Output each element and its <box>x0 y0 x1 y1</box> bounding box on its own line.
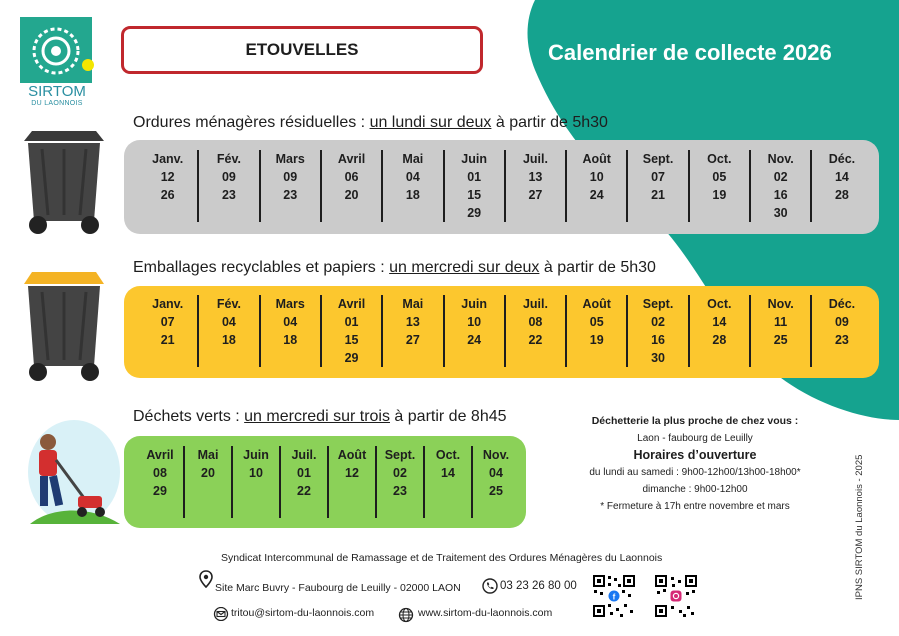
recyc-collection-day: 14 <box>712 315 727 329</box>
facebook-qr-code[interactable] <box>592 574 636 618</box>
verts-collection-day: 29 <box>153 484 167 498</box>
commune-title-box <box>121 26 483 74</box>
logo-subtitle: DU LAONNOIS <box>31 100 83 107</box>
recyc-collection-day: 10 <box>467 315 482 329</box>
decheterie-place: Laon - faubourg de Leuilly <box>637 433 753 444</box>
verts-collection-day: 23 <box>393 484 407 498</box>
recyc-collection-day: 11 <box>774 315 788 329</box>
recyc-label: Emballages recyclables et papiers : <box>133 259 390 276</box>
verts-month-column <box>472 446 520 500</box>
footer-website[interactable]: www.sirtom-du-laonnois.com <box>418 607 553 619</box>
verts-month-column <box>424 446 472 482</box>
verts-collection-day: 01 <box>297 466 311 480</box>
omr-month-column <box>382 150 443 204</box>
omr-collection-day: 30 <box>773 206 788 220</box>
recyc-month-label: Oct. <box>707 297 732 311</box>
verts-month-label: Juin <box>243 448 269 462</box>
instagram-qr-code[interactable] <box>654 574 698 618</box>
verts-month-label: Août <box>337 448 367 462</box>
recyc-month-label: Sept. <box>642 297 674 311</box>
recyc-month-column <box>566 295 627 349</box>
verts-frequency: un mercredi sur trois <box>244 408 390 425</box>
verts-month-label: Oct. <box>435 448 461 462</box>
omr-month-label: Janv. <box>152 152 184 166</box>
hours-sunday: dimanche : 9h00-12h00 <box>642 484 748 495</box>
svg-text:f: f <box>612 592 616 602</box>
recyc-month-column <box>444 295 505 349</box>
omr-month-label: Juil. <box>522 152 548 166</box>
omr-month-label: Fév. <box>216 152 241 166</box>
omr-month-column <box>505 150 566 204</box>
omr-collection-day: 14 <box>834 170 849 184</box>
phone-icon <box>482 578 498 594</box>
recyc-collection-day: 29 <box>344 351 359 365</box>
recyc-collection-day: 27 <box>405 333 420 347</box>
verts-month-label: Sept. <box>384 448 416 462</box>
omr-collection-day: 07 <box>651 170 665 184</box>
omr-frequency: un lundi sur deux <box>369 114 492 131</box>
verts-collection-day: 25 <box>489 484 503 498</box>
omr-month-label: Mai <box>402 152 424 166</box>
recyc-collection-day: 15 <box>344 333 359 347</box>
omr-month-column <box>198 150 259 204</box>
omr-month-column <box>260 150 321 204</box>
commune-name: ETOUVELLES <box>245 40 359 59</box>
verts-month-column <box>184 446 232 482</box>
verts-month-label: Mai <box>197 448 219 462</box>
omr-collection-day: 21 <box>651 188 665 202</box>
verts-collection-day: 14 <box>441 466 455 480</box>
footer-org: Syndicat Intercommunal de Ramassage et de Traitement des Ordures Ménagères du Laonnois <box>221 552 663 564</box>
omr-collection-day: 15 <box>467 188 482 202</box>
omr-month-label: Avril <box>337 152 366 166</box>
omr-month-column <box>137 150 198 204</box>
ipns-side-text: IPNS SIRTOM du Laonnois - 2025 <box>854 454 865 600</box>
recyc-collection-day: 28 <box>712 333 727 347</box>
recyc-month-column <box>505 295 566 349</box>
recyc-collection-day: 19 <box>589 333 604 347</box>
recyc-month-column <box>321 295 382 367</box>
recyc-month-label: Mars <box>275 297 305 311</box>
verts-collection-day: 02 <box>393 466 407 480</box>
omr-collection-day: 27 <box>528 188 543 202</box>
verts-month-column <box>376 446 424 500</box>
omr-month-column <box>566 150 627 204</box>
verts-collection-day: 20 <box>201 466 215 480</box>
footer-email[interactable]: tritou@sirtom-du-laonnois.com <box>231 607 375 619</box>
omr-collection-day: 19 <box>712 188 727 202</box>
verts-month-label: Avril <box>146 448 174 462</box>
omr-heading <box>133 114 608 132</box>
omr-collection-day: 06 <box>344 170 359 184</box>
verts-label: Déchets verts : <box>133 408 245 425</box>
recyc-collection-day: 25 <box>773 333 788 347</box>
omr-collection-day: 09 <box>283 170 298 184</box>
verts-collection-day: 22 <box>297 484 311 498</box>
omr-collection-day: 02 <box>773 170 788 184</box>
omr-month-column <box>627 150 688 204</box>
omr-collection-day: 18 <box>405 188 420 202</box>
omr-collection-day: 20 <box>344 188 359 202</box>
verts-collection-day: 04 <box>489 466 503 480</box>
verts-month-column <box>136 446 184 500</box>
verts-month-column <box>232 446 280 482</box>
omr-month-column <box>689 150 750 204</box>
omr-month-label: Juin <box>461 152 487 166</box>
recyc-collection-day: 22 <box>528 333 543 347</box>
recyc-collection-day: 01 <box>344 315 359 329</box>
lawn-mower-person-icon <box>12 420 124 524</box>
omr-month-label: Mars <box>275 152 305 166</box>
omr-collection-day: 01 <box>467 170 482 184</box>
recyc-collection-day: 13 <box>405 315 420 329</box>
verts-month-column <box>328 446 376 482</box>
recyc-collection-day: 07 <box>160 315 175 329</box>
recyc-collection-day: 04 <box>221 315 236 329</box>
omr-month-column <box>811 150 872 204</box>
verts-month-column <box>280 446 328 500</box>
footer-address: Site Marc Buvry - Faubourg de Leuilly - 02000 LAON <box>215 582 461 594</box>
recyc-month-label: Juil. <box>522 297 548 311</box>
verts-collection-day: 10 <box>249 466 263 480</box>
omr-suffix: à partir de 5h30 <box>491 114 608 131</box>
recyc-collection-day: 16 <box>651 333 665 347</box>
recyc-month-label: Mai <box>402 297 424 311</box>
verts-collection-day: 08 <box>153 466 167 480</box>
verts-suffix: à partir de 8h45 <box>389 408 507 425</box>
omr-collection-day: 29 <box>467 206 482 220</box>
recyc-heading <box>133 259 656 277</box>
recyc-month-column <box>811 295 872 349</box>
recyc-collection-day: 08 <box>528 315 543 329</box>
recyc-collection-day: 21 <box>160 333 175 347</box>
omr-collection-day: 23 <box>221 188 236 202</box>
decheterie-title: Déchetterie la plus proche de chez vous : <box>591 415 799 427</box>
recyc-collection-day: 18 <box>283 333 298 347</box>
omr-month-label: Sept. <box>642 152 674 166</box>
omr-collection-day: 13 <box>528 170 543 184</box>
footer-phone: 03 23 26 80 00 <box>500 580 577 592</box>
verts-month-label: Juil. <box>291 448 317 462</box>
omr-collection-day: 12 <box>160 170 175 184</box>
omr-collection-day: 10 <box>589 170 604 184</box>
yellow-lid-bin-icon <box>22 268 106 384</box>
omr-collection-day: 05 <box>712 170 727 184</box>
recyc-month-column <box>137 295 198 349</box>
globe-icon <box>398 607 414 623</box>
logo-name: SIRTOM <box>28 83 86 100</box>
recyc-month-label: Août <box>582 297 611 311</box>
recyc-month-label: Avril <box>337 297 366 311</box>
verts-month-label: Nov. <box>482 448 510 462</box>
recyc-collection-day: 02 <box>651 315 665 329</box>
recyc-collection-day: 05 <box>589 315 604 329</box>
omr-month-label: Août <box>582 152 611 166</box>
omr-month-column <box>750 150 811 222</box>
recyc-month-column <box>627 295 688 367</box>
hours-title: Horaires d’ouverture <box>633 448 757 462</box>
recyc-collection-day: 09 <box>834 315 849 329</box>
recyc-month-label: Nov. <box>767 297 794 311</box>
calendar-title: Calendrier de collecte 2026 <box>548 40 832 65</box>
omr-collection-day: 09 <box>221 170 236 184</box>
recyc-month-label: Juin <box>461 297 487 311</box>
recyc-month-label: Déc. <box>828 297 856 311</box>
recyc-month-column <box>260 295 321 349</box>
location-pin-icon <box>199 570 213 588</box>
omr-month-label: Nov. <box>767 152 794 166</box>
omr-collection-day: 23 <box>283 188 298 202</box>
recyc-collection-day: 30 <box>651 351 665 365</box>
verts-collection-day: 12 <box>345 466 359 480</box>
omr-month-column <box>321 150 382 204</box>
omr-collection-day: 26 <box>160 188 175 202</box>
recyc-frequency: un mercredi sur deux <box>389 259 540 276</box>
omr-month-label: Oct. <box>707 152 732 166</box>
omr-month-label: Déc. <box>828 152 856 166</box>
omr-collection-day: 04 <box>405 170 420 184</box>
hours-note: * Fermeture à 17h entre novembre et mars <box>600 501 790 512</box>
recyc-month-column <box>689 295 750 349</box>
grey-bin-icon <box>22 125 106 237</box>
recyc-collection-day: 24 <box>467 333 482 347</box>
hours-weekdays: du lundi au samedi : 9h00-12h00/13h00-18h00* <box>589 467 801 478</box>
decheterie-info <box>560 413 830 515</box>
recyc-month-label: Fév. <box>216 297 241 311</box>
recyc-suffix: à partir de 5h30 <box>539 259 656 276</box>
verts-heading <box>133 408 507 426</box>
recyc-month-column <box>382 295 443 349</box>
recyc-month-column <box>750 295 811 349</box>
omr-collection-day: 16 <box>773 188 788 202</box>
omr-collection-day: 28 <box>834 188 849 202</box>
recyc-collection-day: 23 <box>834 333 849 347</box>
omr-label: Ordures ménagères résiduelles : <box>133 114 370 131</box>
omr-month-column <box>444 150 505 222</box>
recyc-collection-day: 18 <box>221 333 236 347</box>
mail-icon <box>213 607 229 621</box>
recyc-collection-day: 04 <box>283 315 298 329</box>
omr-collection-day: 24 <box>589 188 604 202</box>
recyc-month-column <box>198 295 259 349</box>
recyc-month-label: Janv. <box>152 297 184 311</box>
